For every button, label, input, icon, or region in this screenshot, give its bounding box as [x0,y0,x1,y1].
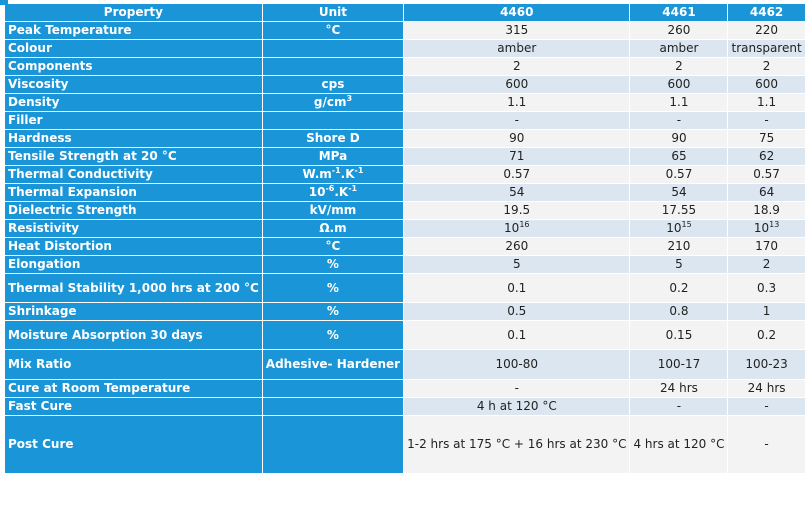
value-4461: 54 [630,184,727,201]
value-4460: 1-2 hrs at 175 °C + 16 hrs at 230 °C [404,416,629,473]
value-4460: 0.1 [404,274,629,302]
value-4460: 260 [404,238,629,255]
property-unit [263,380,403,397]
value-4461: 0.15 [630,321,727,349]
value-4460: - [404,380,629,397]
property-name: Post Cure [5,416,262,473]
value-4460: 90 [404,130,629,147]
table-row [5,202,805,219]
property-unit [263,398,403,415]
value-4460: 0.1 [404,321,629,349]
value-4462: 2 [728,58,804,75]
value-4461: 1.1 [630,94,727,111]
value-4461: $10^{15}$ [630,220,727,237]
table-row [5,398,805,415]
property-unit: % [263,256,403,273]
header-property: Property [5,4,262,21]
property-unit: kV/mm [263,202,403,219]
value-4461: 0.8 [630,303,727,320]
value-4462: 1.1 [728,94,804,111]
property-unit: Shore D [263,130,403,147]
value-4461: 2 [630,58,727,75]
value-4460: 2 [404,58,629,75]
value-4461: - [630,398,727,415]
value-4460: 315 [404,22,629,39]
value-4461: 210 [630,238,727,255]
value-4461: 4 hrs at 120 °C [630,416,727,473]
property-unit: MPa [263,148,403,165]
property-unit: cps [263,76,403,93]
value-4462: 1 [728,303,804,320]
property-name: Resistivity [5,220,262,237]
value-4462: 64 [728,184,804,201]
property-name: Thermal Conductivity [5,166,262,183]
value-4461: 0.57 [630,166,727,183]
property-name: Moisture Absorption 30 days [5,321,262,349]
property-name: Cure at Room Temperature [5,380,262,397]
property-unit: Ω.m [263,220,403,237]
value-4462: 0.3 [728,274,804,302]
value-4460: - [404,112,629,129]
value-4462: - [728,416,804,473]
properties-table [4,3,806,474]
property-unit: °C [263,22,403,39]
property-unit: $10^{-6}.K^{-1}$ [263,184,403,201]
property-unit: % [263,303,403,320]
value-4462: 24 hrs [728,380,804,397]
value-4460: $10^{16}$ [404,220,629,237]
property-unit: $g/cm^3$ [263,94,403,111]
value-4461: 0.2 [630,274,727,302]
value-4462: $10^{13}$ [728,220,804,237]
table-body [5,22,805,473]
value-4461: 65 [630,148,727,165]
table-row [5,350,805,379]
property-name: Dielectric Strength [5,202,262,219]
property-name: Mix Ratio [5,350,262,379]
table-row [5,220,805,237]
property-unit: Adhesive- Hardener [263,350,403,379]
table-row [5,148,805,165]
property-name: Thermal Stability 1,000 hrs at 200 °C [5,274,262,302]
value-4460: 4 h at 120 °C [404,398,629,415]
property-name: Components [5,58,262,75]
value-4462: - [728,398,804,415]
value-4461: 24 hrs [630,380,727,397]
value-4462: transparent [728,40,804,57]
table-row [5,94,805,111]
value-4462: 220 [728,22,804,39]
value-4462: 600 [728,76,804,93]
value-4461: 5 [630,256,727,273]
value-4462: 0.2 [728,321,804,349]
property-name: Viscosity [5,76,262,93]
table-row [5,22,805,39]
value-4462: 62 [728,148,804,165]
property-name: Peak Temperature [5,22,262,39]
property-unit [263,112,403,129]
property-unit [263,40,403,57]
value-4462: 75 [728,130,804,147]
property-unit: % [263,274,403,302]
value-4460: 600 [404,76,629,93]
header-unit: Unit [263,4,403,21]
table-row [5,76,805,93]
property-name: Colour [5,40,262,57]
header-product-4462: 4462 [728,4,804,21]
header-row [5,4,805,21]
property-name: Hardness [5,130,262,147]
property-unit: % [263,321,403,349]
value-4460: amber [404,40,629,57]
table-row [5,380,805,397]
table-row [5,416,805,473]
value-4460: 1.1 [404,94,629,111]
value-4462: 100-23 [728,350,804,379]
table-row [5,274,805,302]
property-name: Fast Cure [5,398,262,415]
property-name: Thermal Expansion [5,184,262,201]
table-row [5,112,805,129]
table-row [5,321,805,349]
value-4460: 0.57 [404,166,629,183]
value-4461: 260 [630,22,727,39]
value-4460: 0.5 [404,303,629,320]
property-name: Shrinkage [5,303,262,320]
value-4461: amber [630,40,727,57]
value-4460: 5 [404,256,629,273]
property-name: Heat Distortion [5,238,262,255]
table-row [5,303,805,320]
value-4462: 0.57 [728,166,804,183]
property-unit: °C [263,238,403,255]
property-name: Elongation [5,256,262,273]
property-unit: $W.m^{-1}.K^{-1}$ [263,166,403,183]
table-row [5,58,805,75]
value-4460: 54 [404,184,629,201]
property-unit [263,58,403,75]
value-4461: 100-17 [630,350,727,379]
value-4462: 170 [728,238,804,255]
table-row [5,40,805,57]
table-row [5,130,805,147]
value-4461: 600 [630,76,727,93]
table-row [5,184,805,201]
value-4461: - [630,112,727,129]
table-row [5,238,805,255]
table-row [5,166,805,183]
value-4461: 90 [630,130,727,147]
table-row [5,256,805,273]
header-product-4461: 4461 [630,4,727,21]
header-product-4460: 4460 [404,4,629,21]
value-4462: 18.9 [728,202,804,219]
value-4460: 100-80 [404,350,629,379]
property-name: Filler [5,112,262,129]
property-unit [263,416,403,473]
value-4462: - [728,112,804,129]
property-name: Density [5,94,262,111]
property-name: Tensile Strength at 20 °C [5,148,262,165]
value-4460: 71 [404,148,629,165]
value-4460: 19.5 [404,202,629,219]
value-4462: 2 [728,256,804,273]
value-4461: 17.55 [630,202,727,219]
